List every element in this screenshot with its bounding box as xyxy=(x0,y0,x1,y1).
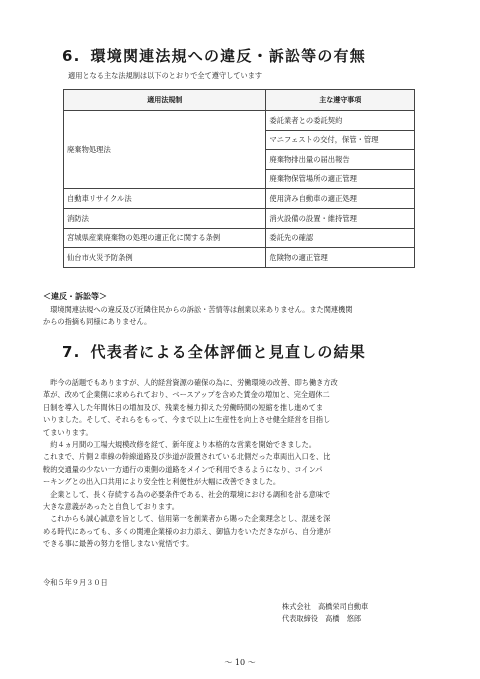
paragraph-line: 環境関連法規への違反及び近隣住民からの訴訟・苦情等は創業以来ありません。また関連機関 xyxy=(43,305,353,314)
compliance-cell: 廃棄物排出量の届出報告 xyxy=(266,150,415,170)
compliance-cell: 廃棄物保管場所の適正管理 xyxy=(266,169,415,189)
law-cell: 自動車リサイクル法 xyxy=(64,189,266,209)
paragraph-line: できる事に最善の努力を惜しまない覚悟です。 xyxy=(43,539,194,549)
law-cell-waste: 廃棄物処理法 xyxy=(64,111,266,189)
law-cell: 消防法 xyxy=(64,208,266,228)
compliance-cell: 消火設備の設置・維持管理 xyxy=(266,208,415,228)
compliance-cell: 委託業者との委託契約 xyxy=(266,111,415,131)
table-header-row xyxy=(64,90,415,111)
document-date: 令和５年９月３０日 xyxy=(43,578,108,587)
section-6-number: 6. xyxy=(62,47,81,65)
company-name: 株式会社 高橋栄司自動車 xyxy=(282,602,369,611)
violation-paragraph xyxy=(43,304,438,329)
evaluation-paragraph xyxy=(43,377,438,551)
section-6-lead: 適用となる主な法規制は以下のとおりで全て遵守しています xyxy=(68,71,263,80)
paragraph-line: からの指摘も同様にありません。 xyxy=(43,317,152,327)
violation-heading: ＜違反・訴訟等＞ xyxy=(43,292,107,301)
paragraph-line: める時代にあっても、多くの関連企業様のお力添え、御協力をいただきながら、自分達が xyxy=(43,526,331,536)
table-row xyxy=(64,228,415,248)
representative-name: 代表取締役 高橋 悠郎 xyxy=(282,614,362,623)
paragraph-line: てまいります。 xyxy=(43,427,93,437)
law-cell: 仙台市火災予防条例 xyxy=(64,248,266,268)
section-7-heading xyxy=(62,341,366,362)
table-row xyxy=(64,208,415,228)
paragraph-line: 昨今の話題でもありますが、人的経営資源の確保の為に、労働環境の改善、即ち働き方改 xyxy=(43,378,338,387)
law-cell: 宮城県産業廃棄物の処理の適正化に関する条例 xyxy=(64,228,266,248)
compliance-cell: マニフェストの交付，保管・管理 xyxy=(266,130,415,150)
paragraph-line: 約４ヵ月間の工場大規模改修を経て、新年度より本格的な営業を開始できました。 xyxy=(43,440,316,450)
compliance-cell: 委託先の確認 xyxy=(266,228,415,248)
compliance-cell: 危険物の適正管理 xyxy=(266,248,415,268)
regulations-table xyxy=(63,89,415,268)
header-law: 適用法規制 xyxy=(64,90,266,111)
table-row xyxy=(64,189,415,209)
table-row xyxy=(64,111,415,131)
section-6-title: 環境関連法規への違反・訴訟等の有無 xyxy=(90,47,366,65)
section-6-heading xyxy=(62,45,366,66)
header-compliance: 主な遵守事項 xyxy=(266,90,415,111)
paragraph-line: 較的交通量の少ない一方通行の東側の道路をメインで利用できるようになり、コインパ xyxy=(43,464,323,474)
paragraph-line: いりました。そして、それらをもって、今まで以上に生産性を向上させ健全経営を目指し xyxy=(43,415,331,425)
paragraph-line: 日制を導入した年間休日の増加及び、残業を極力抑えた労働時間の短縮を推し進めてま xyxy=(43,402,324,412)
paragraph-line: これからも誠心誠意を旨として、信用第一を創業者から賜った企業理念とし、混迷を深 xyxy=(43,514,331,524)
paragraph-line: 企業として、長く存続する為の必要条件である、社会的環境における調和を計る意味で xyxy=(43,489,331,499)
paragraph-line: 大きな意義があったと自負しております。 xyxy=(43,502,179,512)
section-7-title: 代表者による全体評価と見直しの結果 xyxy=(90,343,366,361)
section-7-number: 7. xyxy=(62,343,81,361)
compliance-cell: 使用済み自動車の適正処理 xyxy=(266,189,415,209)
page-number: ～ 10 ～ xyxy=(224,658,256,667)
table-row xyxy=(64,248,415,268)
paragraph-line: 革が、改めて企業側に求められており、ベースアップを含めた賃金の増加と、完全週休二 xyxy=(43,390,330,400)
paragraph-line: ーキングとの出入口共用により安全性と利便性が大幅に改善できました。 xyxy=(43,477,281,487)
paragraph-line: これまで、片側２車線の幹線道路及び歩道が設置されている北側だった車両出入口を、比 xyxy=(43,452,331,462)
